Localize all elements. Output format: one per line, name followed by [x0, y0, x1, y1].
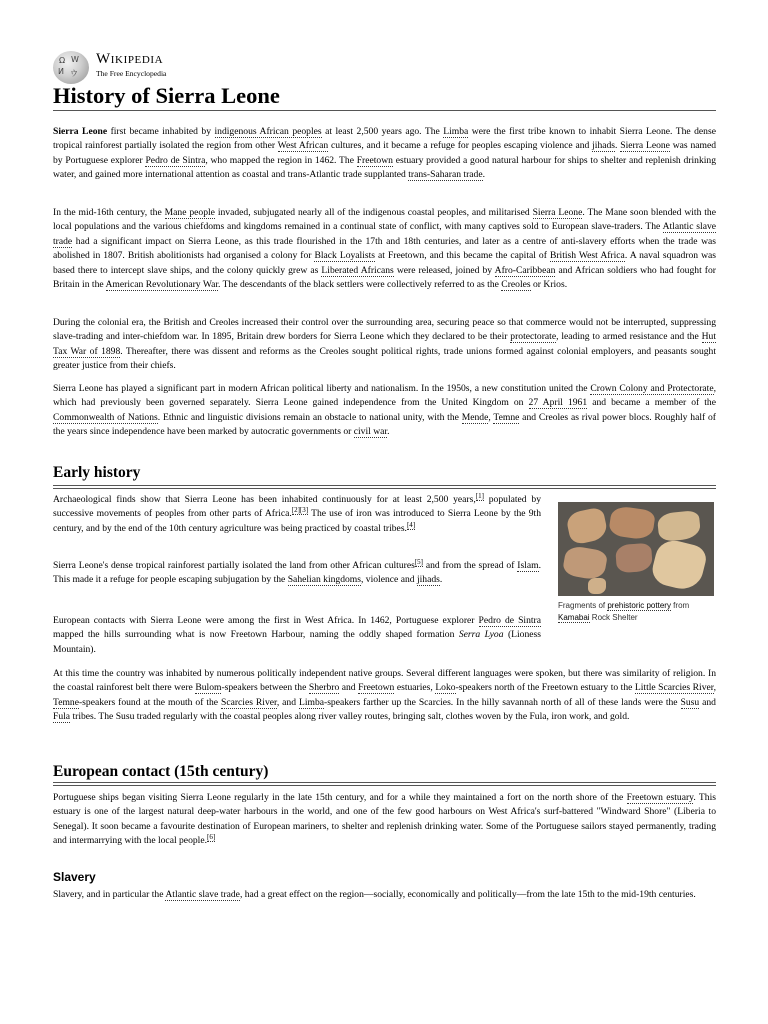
article-link[interactable]: Hut Tax War of 1898	[53, 331, 716, 357]
intro-paragraph-2: In the mid-16th century, the Mane people invaded, subjugated nearly all of the indigenous coastal peoples, and militarised Sierra Leone. The Mane soon blended with the local populations and the various chiefdoms and kingdoms remained in a continual state of conflict, with many captives sold to European slave-traders. The Atlantic slave trade had a significant impact on Sierra Leone, as this trade flourished in the 17th and 18th centuries, and later as a centre of anti-slavery efforts when the trade was abolished in 1807. British abolitionists had organised a colony for Black Loyalists at Freetown, and this became the capital of British West Africa. A naval squadron was based there to intercept slave ships, and the colony quickly grew as Liberated Africans were released, joined by Afro-Caribbean and African soldiers who had fought for Britain in the American Revolutionary War. The descendants of the black settlers were collectively referred to as the Creoles or Krios.	[53, 207, 717, 291]
early-history-paragraph-1: Archaeological finds show that Sierra Leone has been inhabited continuously for at least 2,500 years,[1] populated by successive movements of peoples from other parts of Africa.[2][3] The use of iron was introduced to Sierra Leone by the 9th century, and by the end of the 10th century agriculture was being practiced by coastal tribes.[4]	[53, 491, 541, 534]
wikipedia-wordmark: Wikipedia	[96, 51, 164, 67]
article-link[interactable]: trans-Saharan trade	[408, 169, 483, 181]
article-link[interactable]: Loko	[435, 682, 456, 694]
intro-paragraph-1: Sierra Leone first became inhabited by indigenous African peoples at least 2,500 years ago. The Limba were the first tribe known to inhabit Sierra Leone. The dense tropical rainforest partially isolated the region from other West African cultures, and it became a refuge for peoples escaping violence and jihads. Sierra Leone was named by Portuguese explorer Pedro de Sintra, who mapped the region in 1462. The Freetown estuary provided a good natural harbour for ships to shelter and replenish drinking water, and gained more international attention as coastal and trans-Atlantic trade supplanted trans-Saharan trade.	[53, 126, 717, 181]
section-divider	[53, 785, 716, 786]
page-title: History of Sierra Leone	[53, 83, 280, 108]
article-link[interactable]: West African	[277, 140, 329, 152]
italic-term: Serra Lyoa	[458, 629, 504, 641]
article-link[interactable]: Afro-Caribbean	[494, 264, 556, 276]
article-link[interactable]: Freetown estuary	[626, 792, 694, 803]
article-link[interactable]: prehistoric pottery	[607, 601, 671, 610]
article-link[interactable]: jihads	[592, 140, 616, 152]
wikipedia-tagline: The Free Encyclopedia	[96, 69, 167, 78]
article-link[interactable]: indigenous African peoples	[214, 126, 322, 137]
article-link[interactable]: Fula	[53, 711, 71, 723]
article-link[interactable]: Little Scarcies River	[634, 682, 714, 694]
article-link[interactable]: American Revolutionary War	[105, 279, 219, 291]
puzzle-globe-icon: Ω W И ウ	[53, 51, 89, 84]
citation	[407, 521, 415, 530]
article-link[interactable]: Freetown	[356, 154, 393, 166]
figure-caption: Fragments of prehistoric pottery from Kamabai Rock Shelter	[558, 601, 690, 622]
section-divider	[53, 488, 716, 489]
article-link[interactable]: civil war	[353, 426, 388, 438]
early-history-paragraph-2: Sierra Leone's dense tropical rainforest partially isolated the land from other African cultures[5] and from the spread of Islam. This made it a refuge for people escaping subjugation by the Sahelian kingdoms, violence and jihads.	[53, 557, 541, 586]
article-link[interactable]: British West Africa	[549, 250, 625, 262]
citation	[415, 558, 423, 567]
article-link[interactable]: Atlantic slave trade	[53, 221, 717, 247]
article-link[interactable]: Creoles	[501, 279, 531, 291]
european-contact-paragraph: Portuguese ships began visiting Sierra Leone regularly in the late 15th century, and for a while they maintained a fort on the north shore of the Freetown estuary. This estuary is one of the largest natural deep-water harbours in the world, and one of the few good harbours on West Africa's surf-battered "Windward Shore" (Liberia to Senegal). It soon became a favourite destination of European mariners, to shelter and replenish drinking water. Some of the Portuguese sailors stayed permanently, trading and intermarrying with the local people.[6]	[53, 792, 716, 847]
section-heading-early-history: Early history	[53, 464, 141, 481]
article-link[interactable]: Crown Colony and Protectorate	[590, 383, 714, 394]
article-link[interactable]: Sierra Leone	[532, 207, 583, 218]
article-link[interactable]: Commonwealth of Nations	[53, 411, 158, 423]
article-link[interactable]: Islam	[517, 560, 539, 571]
subsection-heading-slavery: Slavery	[53, 870, 96, 884]
citation-link[interactable]: [4]	[406, 520, 416, 529]
article-link[interactable]: Kamabai	[558, 613, 590, 622]
section-divider	[53, 485, 716, 486]
citation	[292, 506, 308, 515]
bold-term: Sierra Leone	[53, 126, 108, 137]
title-divider	[53, 110, 716, 111]
citation-link[interactable]: [2][3]	[291, 506, 309, 515]
article-link[interactable]: Pedro de Sintra	[478, 615, 541, 626]
article-link[interactable]: Temne	[493, 411, 520, 423]
pottery-figure	[558, 502, 716, 624]
wikipedia-logo[interactable]	[53, 49, 253, 83]
article-link[interactable]: Scarcies River	[221, 696, 277, 708]
article-link[interactable]: Atlantic slave trade	[165, 889, 240, 900]
article-link[interactable]: Liberated Africans	[321, 264, 394, 276]
article-link[interactable]: Bulom	[195, 682, 222, 694]
article-link[interactable]: Sierra Leone	[620, 140, 670, 152]
article-link[interactable]: Pedro de Sintra	[145, 154, 206, 166]
article-link[interactable]: Susu	[680, 696, 700, 708]
intro-paragraph-4: Sierra Leone has played a significant part in modern African political liberty and nationalism. In the 1950s, a new constitution united the Crown Colony and Protectorate, which had previously been governed separately. Sierra Leone gained independence from the United Kingdom on 27 April 1961 and became a member of the Commonwealth of Nations. Ethnic and linguistic divisions remain an obstacle to national unity, with the Mende, Temne and Creoles as rival power blocs. Roughly half of the years since independence have been marked by autocratic governments or civil war.	[53, 383, 716, 438]
article-link[interactable]: Limba	[298, 696, 324, 708]
article-link[interactable]: Sahelian kingdoms	[287, 574, 361, 586]
pottery-fragments-image[interactable]	[558, 502, 714, 596]
article-link[interactable]: Black Loyalists	[314, 250, 376, 262]
citation-link[interactable]: [1]	[475, 491, 484, 500]
citation	[207, 833, 215, 842]
article-link[interactable]: protectorate	[510, 331, 557, 343]
article-link[interactable]: Freetown	[358, 682, 395, 694]
intro-paragraph-3: During the colonial era, the British and Creoles increased their control over the surrounding area, securing peace so that commerce would not be interrupted, suppressing slave-trading and inter-chiefdom war. In 1895, Britain drew borders for Sierra Leone which they declared to be their protectorate, leading to armed resistance and the Hut Tax War of 1898. Thereafter, there was dissent and reforms as the Creoles sought political rights, trade unions formed against colonial employers, and peasants sought greater justice from their chiefs.	[53, 317, 716, 372]
article-link[interactable]: Mane people	[164, 207, 215, 218]
early-history-paragraph-4: At this time the country was inhabited by numerous politically independent native groups. Several different languages were spoken, but there was similarity of religion. In the coastal rainforest belt there were Bulom-speakers between the Sherbro and Freetown estuaries, Loko-speakers north of the Freetown estuary to the Little Scarcies River, Temne-speakers found at the mouth of the Scarcies River, and Limba-speakers farther up the Scarcies. In the hilly savannah north of all of these lands were the Susu and Fula tribes. The Susu traded regularly with the coastal peoples along river valley routes, bringing salt, clothes woven by the Fula, iron work, and gold.	[53, 668, 716, 723]
article-link[interactable]: Temne	[53, 696, 79, 708]
citation	[476, 492, 484, 501]
article-link[interactable]: jihads	[416, 574, 440, 586]
article-link[interactable]: Mende	[461, 411, 489, 423]
article-link[interactable]: 27 April 1961	[528, 397, 588, 409]
article-link[interactable]: Limba	[443, 126, 469, 137]
early-history-paragraph-3: European contacts with Sierra Leone were among the first in West Africa. In 1462, Portuguese explorer Pedro de Sintra mapped the hills surrounding what is now Freetown Harbour, naming the oddly shaped formation Serra Lyoa (Lioness Mountain).	[53, 615, 541, 655]
citation-link[interactable]: [5]	[414, 557, 423, 566]
section-divider	[53, 782, 716, 783]
citation-link[interactable]: [6]	[206, 833, 216, 842]
article-link[interactable]: Sherbro	[308, 682, 340, 694]
slavery-paragraph: Slavery, and in particular the Atlantic slave trade, had a great effect on the region—socially, economically and politically—from the late 15th to the mid-19th centuries.	[53, 889, 696, 900]
section-heading-european-contact: European contact (15th century)	[53, 763, 269, 780]
